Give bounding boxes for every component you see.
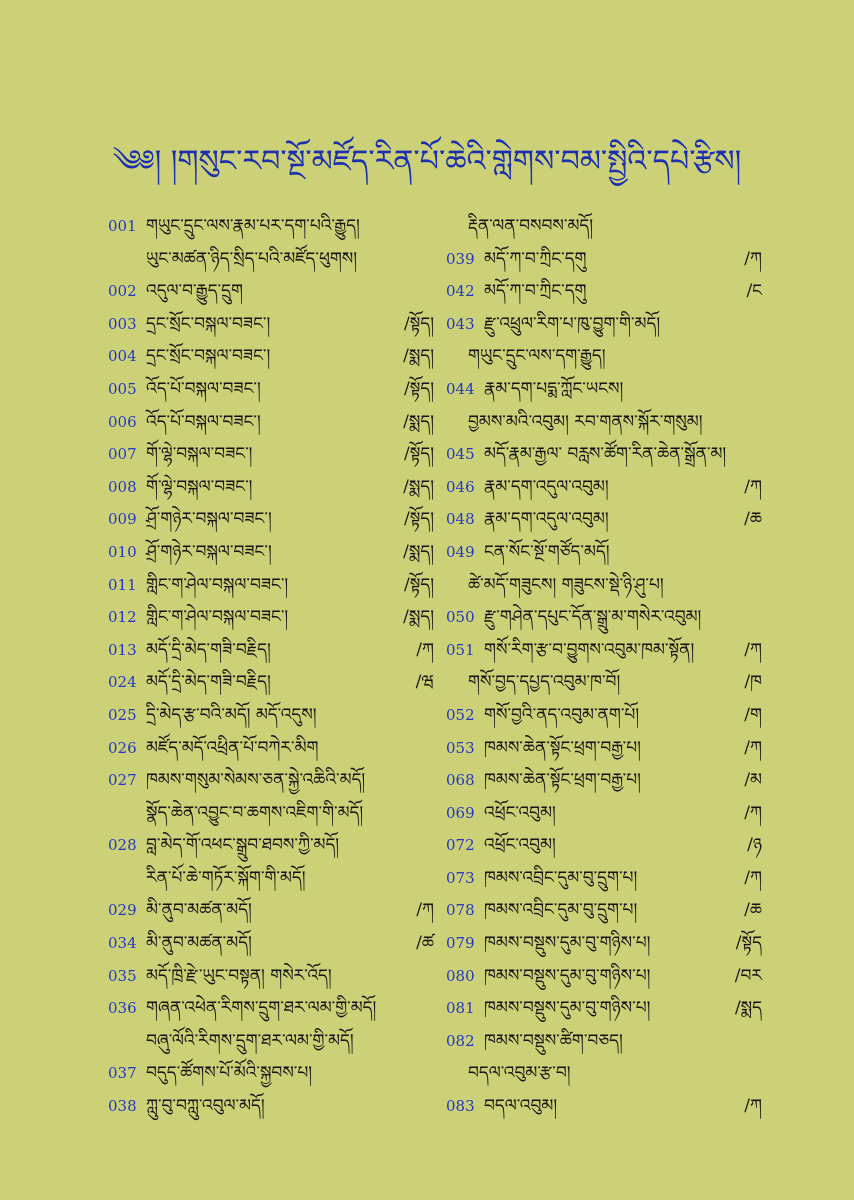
entry-volume: /ཀ xyxy=(416,900,434,921)
entry-title: གོ་ལྷེ་བསྐལ་བཟང་། xyxy=(146,444,253,465)
entry-number: 006 xyxy=(108,412,137,431)
catalog-entry xyxy=(446,992,766,1025)
entry-title: མདོ་ཀ་བ་ཀྲིང་དགུ xyxy=(484,248,587,269)
catalog-entry xyxy=(108,503,438,536)
catalog-entry xyxy=(108,732,438,765)
catalog-entry xyxy=(446,340,766,373)
catalog-entry xyxy=(446,829,766,862)
catalog-entry xyxy=(108,308,438,341)
catalog-entry xyxy=(108,829,438,862)
entry-number: 026 xyxy=(108,738,137,757)
entry-title: ཁམས་འབྲིང་དུམ་བུ་དྲུག་པ། xyxy=(484,867,638,888)
entry-number: 004 xyxy=(108,347,137,366)
entry-title: ཁམས་གསུམ་སེམས་ཅན་སྐྱེ་འཆིའི་མདོ། xyxy=(146,770,366,791)
entry-title: ཁམས་བསྡུས་དུམ་བུ་གཉིས་པ། xyxy=(484,998,651,1019)
entry-title: ཁམས་འབྲིང་དུམ་བུ་དྲུག་པ། xyxy=(484,900,638,921)
entry-volume: /སྟོད། xyxy=(404,509,434,530)
entry-number: 053 xyxy=(446,738,475,757)
entry-volume: /ཆ xyxy=(744,900,762,921)
entry-title: བདུད་ཚོགས་པོ་མོའི་སྐྱབས་པ། xyxy=(146,1063,313,1084)
entry-title: དྲི་མེད་རྩ་བའི་མདོ། མདོ་འདུས། xyxy=(146,704,317,725)
catalog-entry xyxy=(446,536,766,569)
entry-number: 024 xyxy=(108,673,137,692)
catalog-entry xyxy=(108,340,438,373)
catalog-entry xyxy=(446,862,766,895)
entry-number: 044 xyxy=(446,379,475,398)
entry-volume: /སྨད། xyxy=(403,607,434,628)
entry-volume: /ཚ xyxy=(416,933,434,954)
catalog-entry xyxy=(108,406,438,439)
entry-number: 038 xyxy=(108,1097,137,1116)
entry-title: གླིང་ག་ཤེལ་བསྐལ་བཟང་། xyxy=(146,607,289,628)
entry-title: མདོ་དྲི་མེད་གཟི་བརྗིད། xyxy=(146,672,271,693)
entry-number: 045 xyxy=(446,445,475,464)
entry-number: 068 xyxy=(446,771,475,790)
entry-title: འོད་པོ་བསྐལ་བཟང་། xyxy=(146,411,261,432)
entry-number: 027 xyxy=(108,771,137,790)
catalog-entry xyxy=(446,732,766,765)
entry-volume: /སྨད། xyxy=(403,346,434,367)
entry-title: འོད་པོ་བསྐལ་བཟང་། xyxy=(146,378,261,399)
catalog-entry xyxy=(108,862,438,895)
entry-title: མདོ་རྣམ་རྒྱལ་ བརླས་ཚོག་རིན་ཆེན་སྒྲོན་མ། xyxy=(484,444,727,465)
entry-number: 009 xyxy=(108,510,137,529)
catalog-entry xyxy=(108,992,438,1025)
entry-title: བཞུ་ལོའི་རིགས་དྲུག་ཐར་ལམ་གྱི་མདོ། xyxy=(146,1030,354,1051)
entry-volume: /ཝ xyxy=(415,672,434,693)
entry-volume: /སྟོད། xyxy=(404,378,434,399)
entry-number: 073 xyxy=(446,868,475,887)
entry-title: རྫུ་འཕྲུལ་རིག་པ་ཁུ་བྱུག་གི་མདོ། xyxy=(484,313,661,334)
catalog-entry xyxy=(446,275,766,308)
entry-number: 029 xyxy=(108,901,137,920)
entry-volume: /སྨད། xyxy=(403,411,434,432)
catalog-entry xyxy=(108,764,438,797)
entry-volume: /མ xyxy=(744,770,762,791)
entry-volume: /ང xyxy=(746,281,762,302)
entry-number: 072 xyxy=(446,836,475,855)
entry-number: 083 xyxy=(446,1097,475,1116)
catalog-entry xyxy=(446,569,766,602)
catalog-entry xyxy=(446,764,766,797)
catalog-entry xyxy=(446,1090,766,1123)
entry-volume: /སྨད xyxy=(734,998,762,1019)
entry-volume: /ཀ xyxy=(744,737,762,758)
entry-number: 082 xyxy=(446,1031,475,1050)
entry-title: བདལ་འབུམ། xyxy=(484,1096,558,1117)
entry-number: 080 xyxy=(446,966,475,985)
entry-number: 002 xyxy=(108,282,137,301)
entry-title: མདོ་དྲི་མེད་གཟི་བརྗིད། xyxy=(146,639,271,660)
entry-title: གླིང་ག་ཤེལ་བསྐལ་བཟང་། xyxy=(146,574,289,595)
entry-title: འདུལ་བ་རྒྱུད་དྲུག xyxy=(146,281,243,302)
entry-number: 039 xyxy=(446,249,475,268)
catalog-entry xyxy=(446,308,766,341)
entry-title: ཁམས་ཆེན་སྟོང་ཕྲག་བརྒྱ་པ། xyxy=(484,737,641,758)
catalog-entry xyxy=(446,797,766,830)
entry-title: སྣོད་ཆེན་འབྱུང་བ་ཆགས་འཇིག་གི་མདོ། xyxy=(146,802,364,823)
entry-volume: /སྨད། xyxy=(403,476,434,497)
entry-title: ཀླུ་བུ་བཀླུ་འབུལ་མདོ། xyxy=(146,1096,265,1117)
catalog-entry xyxy=(446,894,766,927)
catalog-entry xyxy=(108,601,438,634)
entry-title: ཤྲོ་གཉེར་བསྐལ་བཟང་། xyxy=(146,541,272,562)
entry-volume: /ཀ xyxy=(744,639,762,660)
entry-volume: /སྨད། xyxy=(403,541,434,562)
entry-volume: /བར xyxy=(734,965,762,986)
entry-volume: /སྟོད། xyxy=(404,444,434,465)
catalog-entry xyxy=(446,634,766,667)
entry-title: ཁམས་བསྡུས་དུམ་བུ་གཉིས་པ། xyxy=(484,965,651,986)
entry-volume: /ཆ xyxy=(744,509,762,530)
entry-volume: /ཁ xyxy=(744,672,762,693)
entry-volume: /ཀ xyxy=(744,802,762,823)
catalog-entry xyxy=(446,373,766,406)
entry-title: འཕྲོང་འབུམ། xyxy=(484,835,556,856)
catalog-entry xyxy=(446,1025,766,1058)
entry-title: འཕྲོང་འབུམ། xyxy=(484,802,556,823)
catalog-entry xyxy=(108,1025,438,1058)
entry-number: 011 xyxy=(108,575,137,594)
entry-title: ཤྲོ་གཉེར་བསྐལ་བཟང་། xyxy=(146,509,272,530)
entry-number: 051 xyxy=(446,640,475,659)
entry-number: 050 xyxy=(446,608,475,627)
entry-title: གོ་ལྷེ་བསྐལ་བཟང་། xyxy=(146,476,253,497)
entry-title: གསོ་བྱད་དཔྱད་འབུམ་ཁ་བོ། xyxy=(468,672,621,693)
entry-volume: /ཉ xyxy=(747,835,762,856)
entry-title: བླ་མེད་གོ་འཕང་སྒྲུབ་ཐབས་ཀྱི་མདོ། xyxy=(146,835,340,856)
entry-title: ཁམས་བསྡུས་དུམ་བུ་གཉིས་པ། xyxy=(484,933,651,954)
entry-title: མཛོད་མདོ་འཕྲིན་པོ་བཀེར་མིག xyxy=(146,737,319,758)
entry-title: རྣམ་དག་འདུལ་འབུམ། xyxy=(484,476,609,497)
entry-number: 025 xyxy=(108,705,137,724)
entry-title: མདོ་ཁྲི་རྫེ་ཡུང་བསྟན། གསེར་འོད། xyxy=(146,965,332,986)
entry-number: 003 xyxy=(108,314,137,333)
entry-number: 007 xyxy=(108,445,137,464)
entry-volume: /ག xyxy=(744,704,762,725)
entry-title: ཚེ་མདོ་གཟུངས། གཟུངས་སྡེ་ཉི་ཤུ་པ། xyxy=(468,574,664,595)
entry-title: ཡུང་མཚན་ཉིད་སྲིད་པའི་མཛོད་ཕུགས། xyxy=(146,248,358,269)
entry-number: 069 xyxy=(446,803,475,822)
entry-number: 078 xyxy=(446,901,475,920)
entry-title: མདོ་ཀ་བ་ཀྲིང་དགུ xyxy=(484,281,587,302)
entry-number: 034 xyxy=(108,934,137,953)
entry-title: དྲང་སྲོང་བསྐལ་བཟང་། xyxy=(146,346,271,367)
catalog-entry xyxy=(108,699,438,732)
catalog-entry xyxy=(108,1057,438,1090)
entry-title: གསོ་རིག་རྩ་བ་བྱུགས་འབུམ་ཁམ་སྟོན། xyxy=(484,639,695,660)
catalog-entry xyxy=(108,536,438,569)
entry-title: མི་ནུབ་མཚན་མདོ། xyxy=(146,900,252,921)
entry-number: 052 xyxy=(446,705,475,724)
entry-number: 028 xyxy=(108,836,137,855)
catalog-entry xyxy=(108,666,438,699)
catalog-entry xyxy=(108,373,438,406)
entry-number: 037 xyxy=(108,1064,137,1083)
entry-title: རྣམ་དག་འདུལ་འབུམ། xyxy=(484,509,609,530)
entry-number: 035 xyxy=(108,966,137,985)
entry-number: 036 xyxy=(108,999,137,1018)
catalog-right-column xyxy=(446,210,766,1123)
entry-volume: /ཀ xyxy=(744,248,762,269)
catalog-entry xyxy=(108,960,438,993)
entry-number: 079 xyxy=(446,934,475,953)
entry-volume: /སྟོད། xyxy=(404,313,434,334)
entry-title: ཁམས་ཆེན་སྟོང་ཕྲག་བརྒྱ་པ། xyxy=(484,770,641,791)
catalog-entry xyxy=(108,569,438,602)
entry-number: 005 xyxy=(108,379,137,398)
entry-number: 008 xyxy=(108,477,137,496)
catalog-entry xyxy=(108,471,438,504)
catalog-entry xyxy=(446,406,766,439)
entry-title: གཞན་འཕེན་རིགས་དྲུག་ཐར་ལམ་གྱི་མདོ། xyxy=(146,998,377,1019)
entry-number: 081 xyxy=(446,999,475,1018)
catalog-entry xyxy=(446,243,766,276)
entry-number: 043 xyxy=(446,314,475,333)
catalog-entry xyxy=(108,894,438,927)
catalog-entry xyxy=(108,438,438,471)
entry-title: ཁམས་བསྡུས་ཚིག་བཅད། xyxy=(484,1030,623,1051)
catalog-entry xyxy=(108,243,438,276)
entry-title: རྡིན་ལན་བསབས་མདོ། xyxy=(468,216,594,236)
entry-title: བདལ་འབུམ་རྩ་བ། xyxy=(468,1063,571,1084)
entry-volume: /ཀ xyxy=(744,1096,762,1117)
catalog-entry xyxy=(446,438,766,471)
entry-volume: /ཀ xyxy=(744,476,762,497)
catalog-entry xyxy=(108,797,438,830)
catalog-entry xyxy=(446,1057,766,1090)
entry-volume: /སྟོད xyxy=(735,933,762,954)
catalog-entry xyxy=(446,666,766,699)
entry-title: ངན་སོང་སྔོ་གཙོད་མདོ། xyxy=(484,541,610,562)
entry-number: 048 xyxy=(446,510,475,529)
entry-title: གསོ་བྱའི་ནད་འབུམ་ནག་པོ། xyxy=(484,704,640,725)
entry-volume: /ཀ xyxy=(416,639,434,660)
entry-title: རྣམ་དག་པདྨ་ཀློང་ཡངས། xyxy=(484,378,624,399)
catalog-entry xyxy=(108,1090,438,1123)
entry-volume: /སྟོད། xyxy=(404,574,434,595)
catalog-entry xyxy=(446,503,766,536)
catalog-entry xyxy=(108,275,438,308)
entry-title: རྫུ་གཤེན་དཔུང་དོན་སྒྲུ་མ་གསེར་འབུམ། xyxy=(484,607,702,628)
entry-title: རིན་པོ་ཆེ་གཏོར་སྐོག་གི་མདོ། xyxy=(146,867,306,888)
entry-number: 013 xyxy=(108,640,137,659)
entry-title: མི་ནུབ་མཚན་མདོ། xyxy=(146,933,252,954)
entry-number: 042 xyxy=(446,282,475,301)
entry-volume: /ཀ xyxy=(744,867,762,888)
entry-title: གཡུང་དྲུང་ལས་དག་རྒྱུད། xyxy=(468,346,606,367)
entry-title: གཡུང་དྲུང་ལས་རྣམ་པར་དག་པའི་རྒྱུད། xyxy=(146,216,360,236)
entry-number: 001 xyxy=(108,217,137,235)
entry-number: 049 xyxy=(446,542,475,561)
catalog-entry xyxy=(108,634,438,667)
entry-number: 012 xyxy=(108,608,137,627)
entry-number: 046 xyxy=(446,477,475,496)
catalog-entry xyxy=(446,471,766,504)
page-title: ༄༅། །གསུང་རབ་སྔོ་མཛོད་རིན་པོ་ཆེའི་གླེགས་བམ་སྤྱིའི་དཔེ་རྩིས། xyxy=(112,144,742,179)
catalog-entry xyxy=(446,210,766,243)
catalog-entry xyxy=(108,210,438,243)
catalog-entry xyxy=(108,927,438,960)
catalog-entry xyxy=(446,927,766,960)
catalog-entry xyxy=(446,960,766,993)
entry-title: བྱམས་མའི་འབུམ། རབ་གནས་སྐོར་གསུམ། xyxy=(468,411,703,432)
entry-title: དྲང་སྲོང་བསྐལ་བཟང་། xyxy=(146,313,271,334)
entry-number: 010 xyxy=(108,542,137,561)
catalog-entry xyxy=(446,601,766,634)
catalog-left-column xyxy=(108,210,438,1123)
catalog-entry xyxy=(446,699,766,732)
